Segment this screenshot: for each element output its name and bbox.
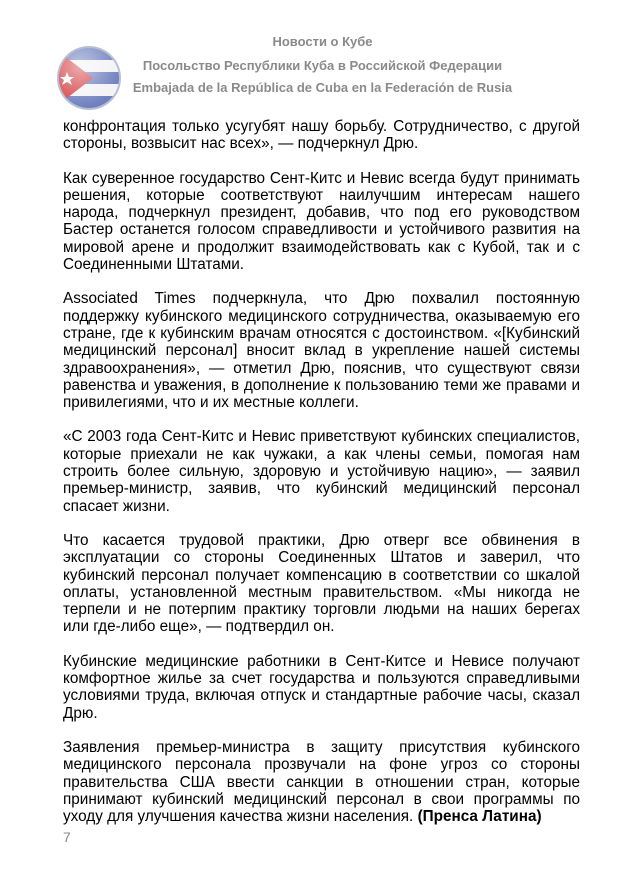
page-header <box>0 0 625 110</box>
article-paragraph: Что касается трудовой практики, Дрю отверг все обвинения в эксплуатации со стороны Соединенных Штатов и заверил, что кубинский персонал получает компенсацию в соответствии со шкалой оплаты, установленной местным правительством. «Мы никогда не терпели и не потерпим практику торговли людьми на наших берегах или где-либо еще», — подтвердил он. <box>63 531 580 636</box>
cuban-flag-oval-logo-icon <box>49 38 129 118</box>
article-paragraph: Кубинские медицинские работники в Сент-Китсе и Невисе получают комфортное жилье за счет государства и пользуются справедливыми условиями труда, включая отпуск и стандартные рабочие часы, сказал Дрю. <box>63 652 580 722</box>
header-title: Новости о Кубе <box>272 34 373 49</box>
article-paragraph-text: Заявления премьер-министра в защиту присутствия кубинского медицинского персонала прозвучали на фоне угроз со стороны правительства США ввести санкции в отношении стран, которые принимают кубинский медицинский персонал в свои программы по уходу для улучшения качества жизни населения. <box>63 738 580 826</box>
article-paragraph: конфронтация только усугубят нашу борьбу. Сотрудничество, с другой стороны, возвысит нас всех», — подчеркнул Дрю. <box>63 118 580 153</box>
article-paragraph-last <box>63 739 580 825</box>
news-source: (Пренса Латина) <box>417 808 542 826</box>
article-paragraph: Associated Times подчеркнула, что Дрю похвалил постоянную поддержку кубинского медицинского сотрудничества, оказываемую его стране, где к кубинским врачам относятся с достоинством. «[Кубинский медицинский персонал] вносит вклад в укрепление нашей системы здравоохранения», — отметил Дрю, пояснив, что существуют связи равенства и уважения, в дополнение к пользованию теми же правами и привилегиями, что и их местные коллеги. <box>63 290 580 412</box>
article-paragraph: «С 2003 года Сент-Китс и Невис приветствуют кубинских специалистов, которые приехали не как чужаки, а как члены семьи, помогая нам строить более сильную, здоровую и устойчивую нацию», — заявил премьер-министр, заявив, что кубинский медицинский персонал спасает жизни. <box>63 428 580 515</box>
page-number: 7 <box>63 829 71 845</box>
article-body <box>63 118 580 842</box>
header-embassy-ru: Посольство Республики Куба в Российской Федерации <box>142 58 503 73</box>
header-embassy-es: Embajada de la República de Cuba en la Federación de Rusia <box>132 80 513 95</box>
article-paragraph: Как суверенное государство Сент-Китс и Невис всегда будут принимать решения, которые соответствуют наилучшим интересам нашего народа, подчеркнул президент, добавив, что под его руководством Бастер останется голосом справедливости и устойчивого развития на мировой арене и продолжит взаимодействовать как с Кубой, так и с Соединенными Штатами. <box>63 169 580 274</box>
